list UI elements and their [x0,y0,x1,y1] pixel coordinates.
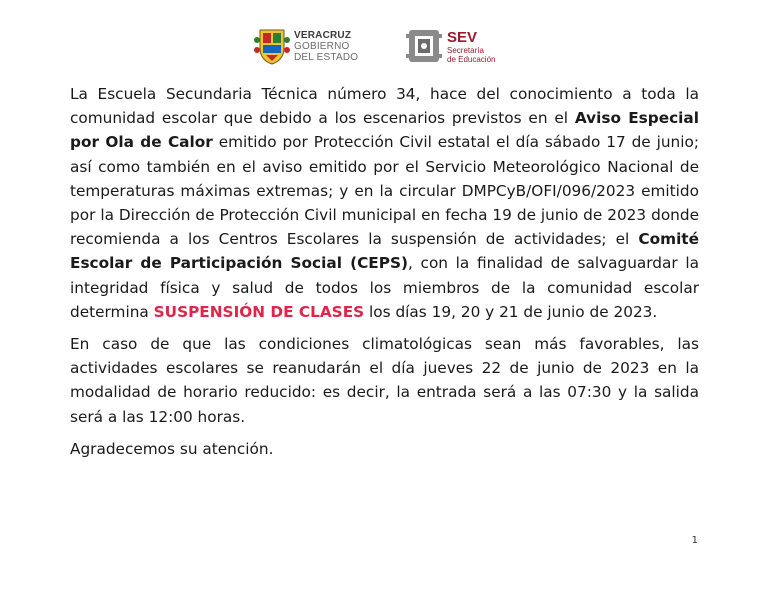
veracruz-government-logo [254,24,374,68]
p1-bold-ceps: Comité Escolar de Participación Social (CEPS) [70,230,699,273]
page-number: 1 [691,535,698,546]
p1-bold-aviso: Aviso Especial por Ola de Calor [70,109,699,152]
sev-logo [405,24,525,68]
veracruz-coat-of-arms-icon [254,26,290,66]
sev-secretaria-label: Secretaría [447,46,484,55]
p1-highlight-suspension: SUSPENSIÓN DE CLASES [153,302,365,321]
veracruz-label: VERACRUZ [294,30,352,41]
paragraph-resumption: En caso de que las condiciones climatológicas sean más favorables, las actividades escolares se reanudarán el día jueves 22 de junio de 2023 en la modalidad de horario reducido: es decir, la entrada será a las 07:30 y la salida será a las 12:00 horas. [70,335,699,426]
sev-title: SEV [447,29,478,46]
p1-text-2: emitido por Protección Civil estatal el día sábado 17 de junio; así como también en el aviso emitido por el Servicio Meteorológico Nacional de temperaturas máximas extremas; y en la circular DMPCyB/OFI/096/2023 emitido por la Dirección de Protección Civil municipal en fecha 19 de junio de 2023 donde recomienda a los Centros Escolares la suspensión de actividades; el [70,133,699,249]
veracruz-logo-text [294,30,358,63]
sev-crest-icon [405,26,443,66]
gobierno-label: GOBIERNO [294,41,350,52]
document-body [70,82,699,469]
document-header [0,22,768,72]
p1-text-1: La Escuela Secundaria Técnica número 34, hace del conocimiento a toda la comunidad escolar que debido a los escenarios previstos en el [70,85,699,128]
del-estado-label: DEL ESTADO [294,52,359,63]
p1-text-3: , con la finalidad de salvaguardar la integridad física y salud de todos los miembros de la comunidad escolar determina [70,254,699,321]
sev-educacion-label: de Educación [447,55,496,64]
paragraph-closing: Agradecemos su atención. [70,439,274,458]
sev-logo-text [447,30,495,64]
p1-text-4: los días 19, 20 y 21 de junio de 2023. [364,302,658,321]
paragraph-announcement [70,82,699,324]
